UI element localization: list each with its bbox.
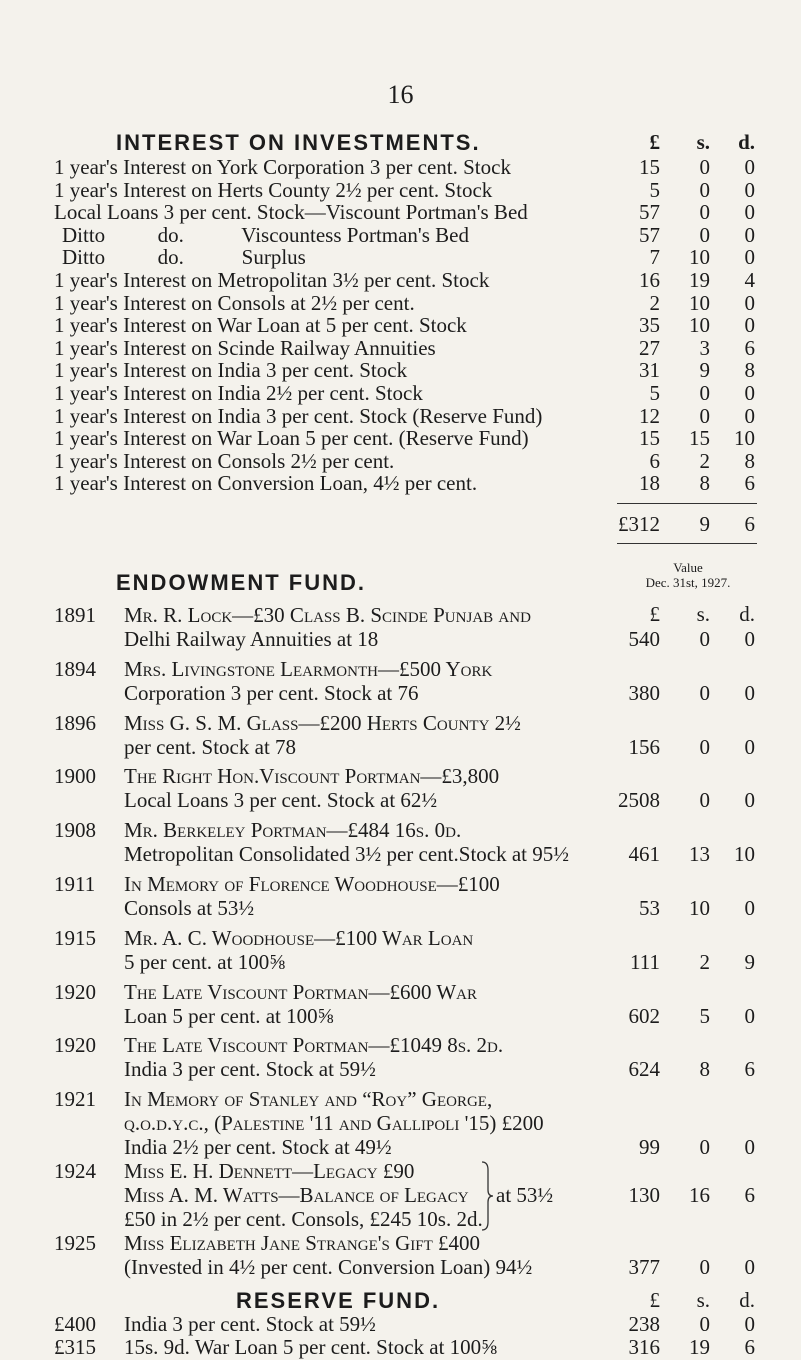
interest-row-pounds: 15 — [639, 426, 660, 450]
interest-row-pence: 8 — [744, 358, 755, 382]
interest-total-pence: 6 — [744, 512, 755, 536]
interest-row-pence: 0 — [744, 291, 755, 315]
interest-row-shillings: 10 — [689, 245, 710, 269]
entry-pence: 10 — [734, 842, 755, 866]
interest-row-text: Ditto do. Viscountess Portman's Bed — [62, 223, 469, 247]
reserve-text: India 3 per cent. Stock at 59½ — [124, 1312, 376, 1336]
entry-pounds: 156 — [628, 735, 660, 759]
entry-line1: In Memory of Florence Woodhouse—£100 — [124, 872, 500, 896]
interest-row-text: 1 year's Interest on Scinde Railway Annuities — [54, 336, 436, 360]
entry-pence: 9 — [744, 950, 755, 974]
interest-row-text: 1 year's Interest on Consols at 2½ per cent. — [54, 291, 415, 315]
entry-shillings: 8 — [699, 1057, 710, 1081]
entry-line2: Consols at 53½ — [124, 896, 255, 920]
interest-row-shillings: 0 — [699, 178, 710, 202]
interest-row-pence: 8 — [744, 449, 755, 473]
col-pounds-header: £ — [649, 130, 660, 154]
interest-row-text: 1 year's Interest on Conversion Loan, 4½ per cent. — [54, 471, 478, 495]
entry-line2: 5 per cent. at 100⅝ — [124, 950, 285, 974]
entry-pounds: 111 — [630, 950, 660, 974]
entry-year: 1925 — [54, 1231, 96, 1255]
entry-line2: Corporation 3 per cent. Stock at 76 — [124, 681, 419, 705]
entry-pounds: 377 — [628, 1255, 660, 1279]
interest-row-pence: 4 — [744, 268, 755, 292]
entry-line2: per cent. Stock at 78 — [124, 735, 297, 759]
entry-shillings: 13 — [689, 842, 710, 866]
entry-shillings: 2 — [699, 950, 710, 974]
entry-shillings: 0 — [699, 681, 710, 705]
entry-shillings: 5 — [699, 1004, 710, 1028]
endowment-heading: ENDOWMENT FUND. — [116, 570, 366, 595]
entry-line1: Miss Elizabeth Jane Strange's Gift £400 — [124, 1231, 481, 1255]
entry-pence: 0 — [744, 735, 755, 759]
entry-line1: Mrs. Livingstone Learmonth—£500 York — [124, 657, 493, 681]
interest-row-pounds: 31 — [639, 358, 660, 382]
interest-row-pence: 6 — [744, 336, 755, 360]
entry-line1: The Late Viscount Portman—£600 War — [124, 980, 477, 1004]
interest-row-shillings: 3 — [699, 336, 710, 360]
entry-line2: Delhi Railway Annuities at 18 — [124, 627, 379, 651]
entry-pounds: 624 — [628, 1057, 660, 1081]
interest-row-shillings: 0 — [699, 381, 710, 405]
interest-row-shillings: 10 — [689, 313, 710, 337]
reserve-pounds: 238 — [628, 1312, 660, 1336]
interest-row-pounds: 18 — [639, 471, 660, 495]
interest-row-text: 1 year's Interest on India 2½ per cent. Stock — [54, 381, 423, 405]
entry-line1: Mr. A. C. Woodhouse—£100 War Loan — [124, 926, 474, 950]
interest-row-shillings: 0 — [699, 404, 710, 428]
entry-pounds: 99 — [639, 1135, 660, 1159]
entry-line3: India 2½ per cent. Stock at 49½ — [124, 1135, 392, 1159]
entry-pence: 0 — [744, 1135, 755, 1159]
interest-row-pounds: 7 — [649, 245, 660, 269]
entry-pence: 0 — [744, 627, 755, 651]
interest-row-pence: 0 — [744, 155, 755, 179]
total-rule — [617, 503, 757, 504]
reserve-shillings: 0 — [699, 1312, 710, 1336]
interest-row-pounds: 57 — [639, 200, 660, 224]
entry-pounds: 53 — [639, 896, 660, 920]
entry-shillings: 16 — [689, 1183, 710, 1207]
reserve-text: 15s. 9d. War Loan 5 per cent. Stock at 100⅝ — [124, 1335, 497, 1359]
interest-row-text: 1 year's Interest on Consols 2½ per cent. — [54, 449, 395, 473]
entry-line1: Mr. R. Lock—£30 Class B. Scinde Punjab and — [124, 603, 531, 627]
entry-pence: 6 — [744, 1057, 755, 1081]
brace-icon — [480, 1160, 494, 1232]
interest-row-text: 1 year's Interest on India 3 per cent. Stock (Reserve Fund) — [54, 404, 543, 428]
reserve-pence: 6 — [744, 1335, 755, 1359]
interest-row-pence: 0 — [744, 223, 755, 247]
interest-row-pence: 6 — [744, 471, 755, 495]
interest-row-pounds: 35 — [639, 313, 660, 337]
entry-pence: 0 — [744, 788, 755, 812]
reserve-pence: 0 — [744, 1312, 755, 1336]
interest-row-text: Ditto do. Surplus — [62, 245, 306, 269]
entry-line1: Miss E. H. Dennett—Legacy £90 — [124, 1159, 415, 1183]
entry-year: 1921 — [54, 1087, 96, 1111]
entry-line2: Local Loans 3 per cent. Stock at 62½ — [124, 788, 438, 812]
interest-row-pence: 0 — [744, 313, 755, 337]
entry-line1: In Memory of Stanley and “Roy” George, — [124, 1087, 493, 1111]
page-number: 16 — [387, 80, 414, 109]
interest-row-pounds: 57 — [639, 223, 660, 247]
interest-row-text: Local Loans 3 per cent. Stock—Viscount Portman's Bed — [54, 200, 528, 224]
interest-row-pounds: 5 — [649, 178, 660, 202]
entry-pounds: 602 — [628, 1004, 660, 1028]
reserve-pence-header: d. — [739, 1288, 755, 1312]
entry-line2-suffix: at 53½ — [496, 1183, 554, 1207]
entry-shillings: 0 — [699, 1135, 710, 1159]
entry-pounds: 461 — [628, 842, 660, 866]
interest-row-text: 1 year's Interest on Herts County 2½ per cent. Stock — [54, 178, 493, 202]
entry-pence: 6 — [744, 1183, 755, 1207]
reserve-pounds: 316 — [628, 1335, 660, 1359]
reserve-amount: £315 — [54, 1335, 96, 1359]
interest-row-pounds: 16 — [639, 268, 660, 292]
col-shillings-header: s. — [696, 130, 710, 154]
interest-row-shillings: 0 — [699, 200, 710, 224]
interest-row-shillings: 0 — [699, 223, 710, 247]
interest-row-shillings: 19 — [689, 268, 710, 292]
entry-pounds: 2508 — [618, 788, 660, 812]
entry-year: 1924 — [54, 1159, 96, 1183]
total-double-rule — [617, 543, 757, 544]
interest-total-pounds: £312 — [618, 512, 660, 536]
interest-row-pounds: 27 — [639, 336, 660, 360]
interest-row-pence: 0 — [744, 178, 755, 202]
entry-line2: Miss A. M. Watts—Balance of Legacy — [124, 1183, 469, 1207]
interest-row-text: 1 year's Interest on Metropolitan 3½ per cent. Stock — [54, 268, 490, 292]
entry-line2: (Invested in 4½ per cent. Conversion Loan) 94½ — [124, 1255, 533, 1279]
entry-year: 1920 — [54, 980, 96, 1004]
interest-row-pounds: 5 — [649, 381, 660, 405]
entry-line1: The Late Viscount Portman—£1049 8s. 2d. — [124, 1033, 504, 1057]
entry-year: 1920 — [54, 1033, 96, 1057]
interest-row-shillings: 15 — [689, 426, 710, 450]
entry-year: 1896 — [54, 711, 96, 735]
entry-pounds: 540 — [628, 627, 660, 651]
endow-pence-header: d. — [739, 602, 755, 626]
entry-pounds: 130 — [628, 1183, 660, 1207]
entry-year: 1908 — [54, 818, 96, 842]
reserve-shillings: 19 — [689, 1335, 710, 1359]
entry-line2: India 3 per cent. Stock at 59½ — [124, 1057, 376, 1081]
entry-shillings: 0 — [699, 788, 710, 812]
entry-line1: Miss G. S. M. Glass—£200 Herts County 2½ — [124, 711, 521, 735]
entry-year: 1894 — [54, 657, 96, 681]
entry-shillings: 0 — [699, 627, 710, 651]
entry-pence: 0 — [744, 896, 755, 920]
entry-line1: Mr. Berkeley Portman—£484 16s. 0d. — [124, 818, 462, 842]
interest-row-shillings: 2 — [699, 449, 710, 473]
interest-row-text: 1 year's Interest on War Loan at 5 per cent. Stock — [54, 313, 467, 337]
reserve-amount: £400 — [54, 1312, 96, 1336]
entry-year: 1900 — [54, 764, 96, 788]
interest-row-pence: 0 — [744, 245, 755, 269]
interest-row-text: 1 year's Interest on York Corporation 3 per cent. Stock — [54, 155, 511, 179]
entry-pence: 0 — [744, 1004, 755, 1028]
interest-row-shillings: 10 — [689, 291, 710, 315]
endow-shillings-header: s. — [696, 602, 710, 626]
entry-shillings: 0 — [699, 1255, 710, 1279]
entry-shillings: 0 — [699, 735, 710, 759]
interest-total-shillings: 9 — [699, 512, 710, 536]
interest-row-pence: 0 — [744, 381, 755, 405]
entry-pounds: 380 — [628, 681, 660, 705]
interest-row-text: 1 year's Interest on War Loan 5 per cent. (Reserve Fund) — [54, 426, 529, 450]
entry-shillings: 10 — [689, 896, 710, 920]
entry-line3: £50 in 2½ per cent. Consols, £245 10s. 2d. — [124, 1207, 483, 1231]
interest-heading: INTEREST ON INVESTMENTS. — [116, 130, 481, 155]
entry-line1: The Right Hon.Viscount Portman—£3,800 — [124, 764, 500, 788]
entry-pence: 0 — [744, 1255, 755, 1279]
entry-line2: q.o.d.y.c., (Palestine '11 and Gallipoli '15) £200 — [124, 1111, 544, 1135]
interest-row-shillings: 8 — [699, 471, 710, 495]
entry-year: 1891 — [54, 603, 96, 627]
entry-line2: Metropolitan Consolidated 3½ per cent.Stock at 95½ — [124, 842, 569, 866]
reserve-shillings-header: s. — [696, 1288, 710, 1312]
interest-row-shillings: 9 — [699, 358, 710, 382]
interest-row-shillings: 0 — [699, 155, 710, 179]
interest-row-pence: 0 — [744, 200, 755, 224]
reserve-pounds-header: £ — [649, 1288, 660, 1312]
interest-row-pounds: 2 — [649, 291, 660, 315]
endow-pounds-header: £ — [649, 602, 660, 626]
value-header: Value Dec. 31st, 1927. — [645, 560, 731, 590]
entry-year: 1915 — [54, 926, 96, 950]
entry-line2: Loan 5 per cent. at 100⅝ — [124, 1004, 334, 1028]
interest-row-text: 1 year's Interest on India 3 per cent. Stock — [54, 358, 408, 382]
interest-row-pounds: 15 — [639, 155, 660, 179]
reserve-heading: RESERVE FUND. — [236, 1288, 441, 1313]
interest-row-pence: 0 — [744, 404, 755, 428]
entry-year: 1911 — [54, 872, 96, 896]
interest-row-pounds: 6 — [649, 449, 660, 473]
interest-row-pence: 10 — [734, 426, 755, 450]
interest-row-pounds: 12 — [639, 404, 660, 428]
entry-pence: 0 — [744, 681, 755, 705]
col-pence-header: d. — [738, 130, 755, 154]
